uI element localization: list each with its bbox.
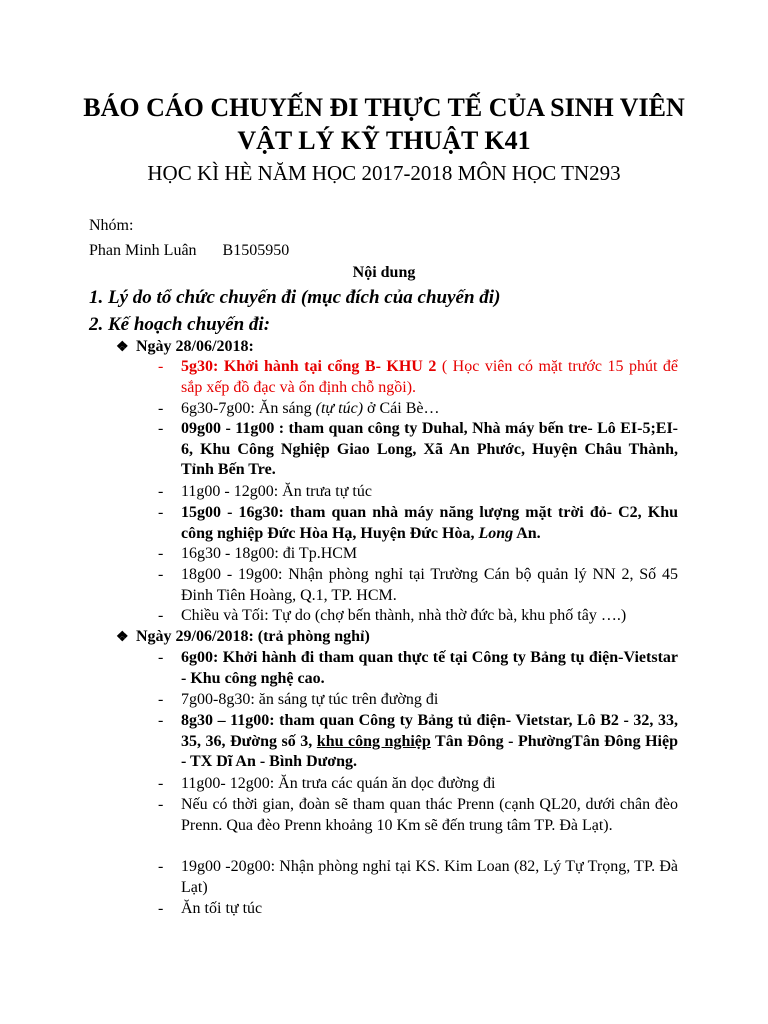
day2-item-1: - 6g00: Khởi hành đi tham quan thực tế tại Công ty Bảng tụ điện-Vietstar - Khu công nghệ cao.: [158, 649, 678, 687]
list-dash: -: [158, 900, 164, 917]
report-title-line-2: VẬT LÝ KỸ THUẬT K41: [237, 126, 531, 155]
day2-item-3: - 8g30 – 11g00: tham quan Công ty Bảng tủ điện- Vietstar, Lô B2 - 32, 33, 35, 36, Đường số 3, khu công nghiệp Tân Đông - PhườngTân Đông Hiệp - TX Dĩ An - Bình Dương.: [158, 712, 678, 770]
day1-item-2: - 6g30-7g00: Ăn sáng (tự túc) ở Cái Bè…: [158, 399, 678, 420]
list-dash: -: [158, 858, 164, 875]
list-dash: -: [158, 545, 164, 562]
list-dash: -: [158, 504, 164, 521]
bullet-diamond-icon: ❖: [116, 630, 129, 645]
day2-item-7: - Ăn tối tự túc: [158, 899, 678, 920]
section-1-heading: 1. Lý do tổ chức chuyến đi (mục đích của chuyến đi): [89, 287, 501, 308]
bullet-diamond-icon: ❖: [116, 340, 129, 355]
group-member: [89, 241, 289, 261]
list-dash: -: [158, 420, 164, 437]
section-2-heading: 2. Kế hoạch chuyến đi:: [89, 314, 271, 335]
day1-item-5: - 15g00 - 16g30: tham quan nhà máy năng lượng mặt trời đỏ- C2, Khu công nghiệp Đức Hòa Hạ, Huyện Đức Hòa, Long An.: [158, 504, 678, 542]
list-dash: -: [158, 483, 164, 500]
list-dash: -: [158, 400, 164, 417]
day-1-heading: ❖ Ngày 28/06/2018:: [116, 337, 254, 358]
list-dash: -: [158, 607, 164, 624]
list-dash: -: [158, 775, 164, 792]
day1-item-8: - Chiều và Tối: Tự do (chợ bến thành, nhà thờ đức bà, khu phố tây ….): [158, 606, 678, 627]
report-title-line-1: BÁO CÁO CHUYẾN ĐI THỰC TẾ CỦA SINH VIÊN: [83, 93, 685, 122]
day1-item-6: - 16g30 - 18g00: đi Tp.HCM: [158, 544, 678, 565]
day1-item-4: - 11g00 - 12g00: Ăn trưa tự túc: [158, 482, 678, 503]
day2-item-5: - Nếu có thời gian, đoàn sẽ tham quan thác Prenn (cạnh QL20, dưới chân đèo Prenn. Qua đèo Prenn khoảng 10 Km sẽ đến trung tâm TP. Đà Lạt).: [158, 796, 678, 834]
day1-item-7: - 18g00 - 19g00: Nhận phòng nghỉ tại Trường Cán bộ quản lý NN 2, Số 45 Đinh Tiên Hoàng, Q.1, TP. HCM.: [158, 566, 678, 604]
report-subtitle: HỌC KÌ HÈ NĂM HỌC 2017-2018 MÔN HỌC TN293: [147, 161, 621, 185]
list-dash: -: [158, 358, 164, 375]
member-id: B1505950: [222, 242, 290, 259]
day1-item-1: - 5g30: Khởi hành tại cổng B- KHU 2 ( Học viên có mặt trước 15 phút để sắp xếp đồ đạc và ổn định chỗ ngồi).: [158, 358, 678, 396]
content-heading: Nội dung: [352, 264, 416, 281]
list-dash: -: [158, 649, 164, 666]
list-dash: -: [158, 691, 164, 708]
day2-item-2: - 7g00-8g30: ăn sáng tự túc trên đường đi: [158, 690, 678, 711]
list-dash: -: [158, 796, 164, 813]
day2-item-4: - 11g00- 12g00: Ăn trưa các quán ăn dọc đường đi: [158, 774, 678, 795]
list-dash: -: [158, 566, 164, 583]
group-label: Nhóm:: [89, 217, 134, 234]
list-dash: -: [158, 712, 164, 729]
day2-item-6: - 19g00 -20g00: Nhận phòng nghỉ tại KS. Kim Loan (82, Lý Tự Trọng, TP. Đà Lạt): [158, 858, 678, 896]
member-name: Phan Minh Luân: [89, 242, 197, 259]
day-2-heading: ❖ Ngày 29/06/2018: (trả phòng nghỉ): [116, 627, 370, 648]
day1-item-3: - 09g00 - 11g00 : tham quan công ty Duhal, Nhà máy bến tre- Lô EI-5;EI-6, Khu Công Nghiệp Giao Long, Xã An Phước, Huyện Châu Thành, Tỉnh Bến Tre.: [158, 420, 678, 478]
